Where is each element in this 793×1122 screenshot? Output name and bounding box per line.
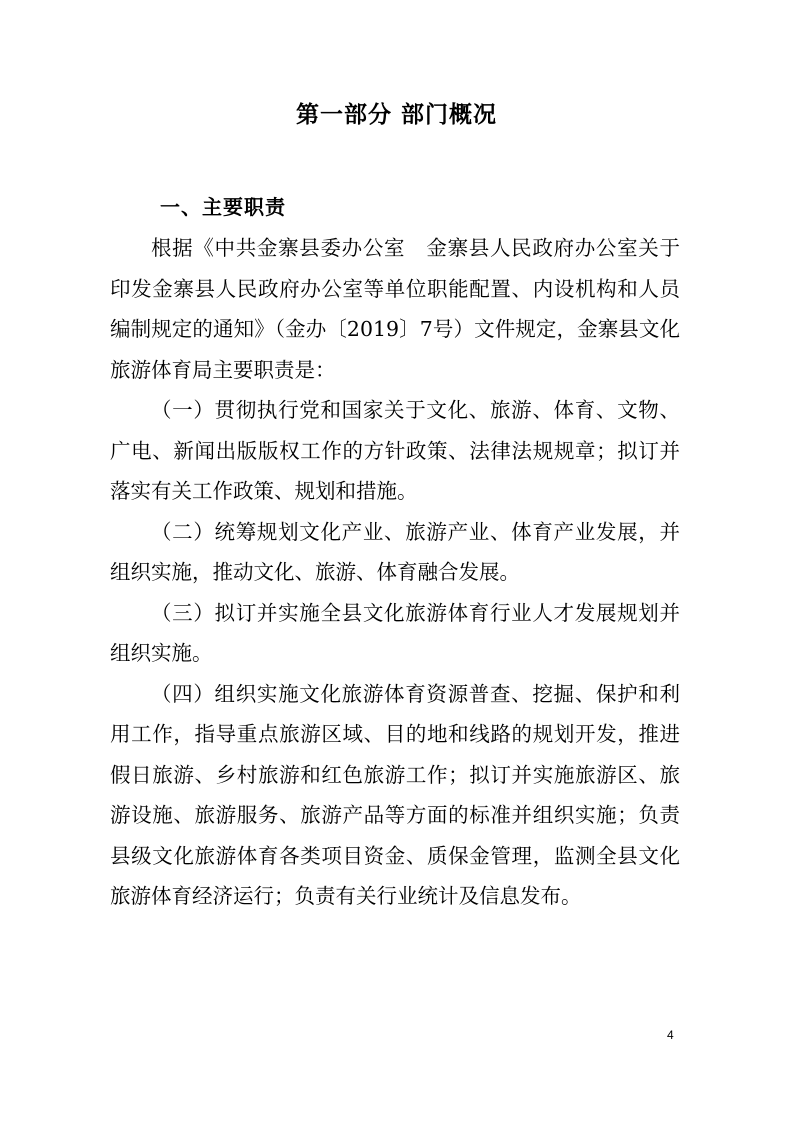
page-number: 4 <box>667 1028 674 1042</box>
page-title: 第一部分 部门概况 <box>295 102 497 128</box>
paragraph-item-3: （三）拟订并实施全县文化旅游体育行业人才发展规划并组织实施。 <box>110 600 680 665</box>
paragraph-intro: 根据《中共金寨县委办公室 金寨县人民政府办公室关于印发金寨县人民政府办公室等单位职能配置、内设机构和人员编制规定的通知》（金办〔2019〕7号）文件规定，金寨县文化旅游体育局主要职责是： <box>110 236 680 382</box>
paragraph-item-1: （一）贯彻执行党和国家关于文化、旅游、体育、文物、广电、新闻出版版权工作的方针政策、法律法规规章；拟订并落实有关工作政策、规划和措施。 <box>110 398 680 503</box>
body-text <box>110 228 680 917</box>
paragraph-item-2: （二）统筹规划文化产业、旅游产业、体育产业发展，并组织实施，推动文化、旅游、体育融合发展。 <box>110 519 680 584</box>
section-heading: 一、主要职责 <box>160 195 286 219</box>
paragraph-item-4: （四）组织实施文化旅游体育资源普查、挖掘、保护和利用工作，指导重点旅游区域、目的地和线路的规划开发，推进假日旅游、乡村旅游和红色旅游工作；拟订并实施旅游区、旅游设施、旅游服务、旅游产品等方面的标准并组织实施；负责县级文化旅游体育各类项目资金、质保金管理，监测全县文化旅游体育经济运行；负责有关行业统计及信息发布。 <box>110 681 680 908</box>
